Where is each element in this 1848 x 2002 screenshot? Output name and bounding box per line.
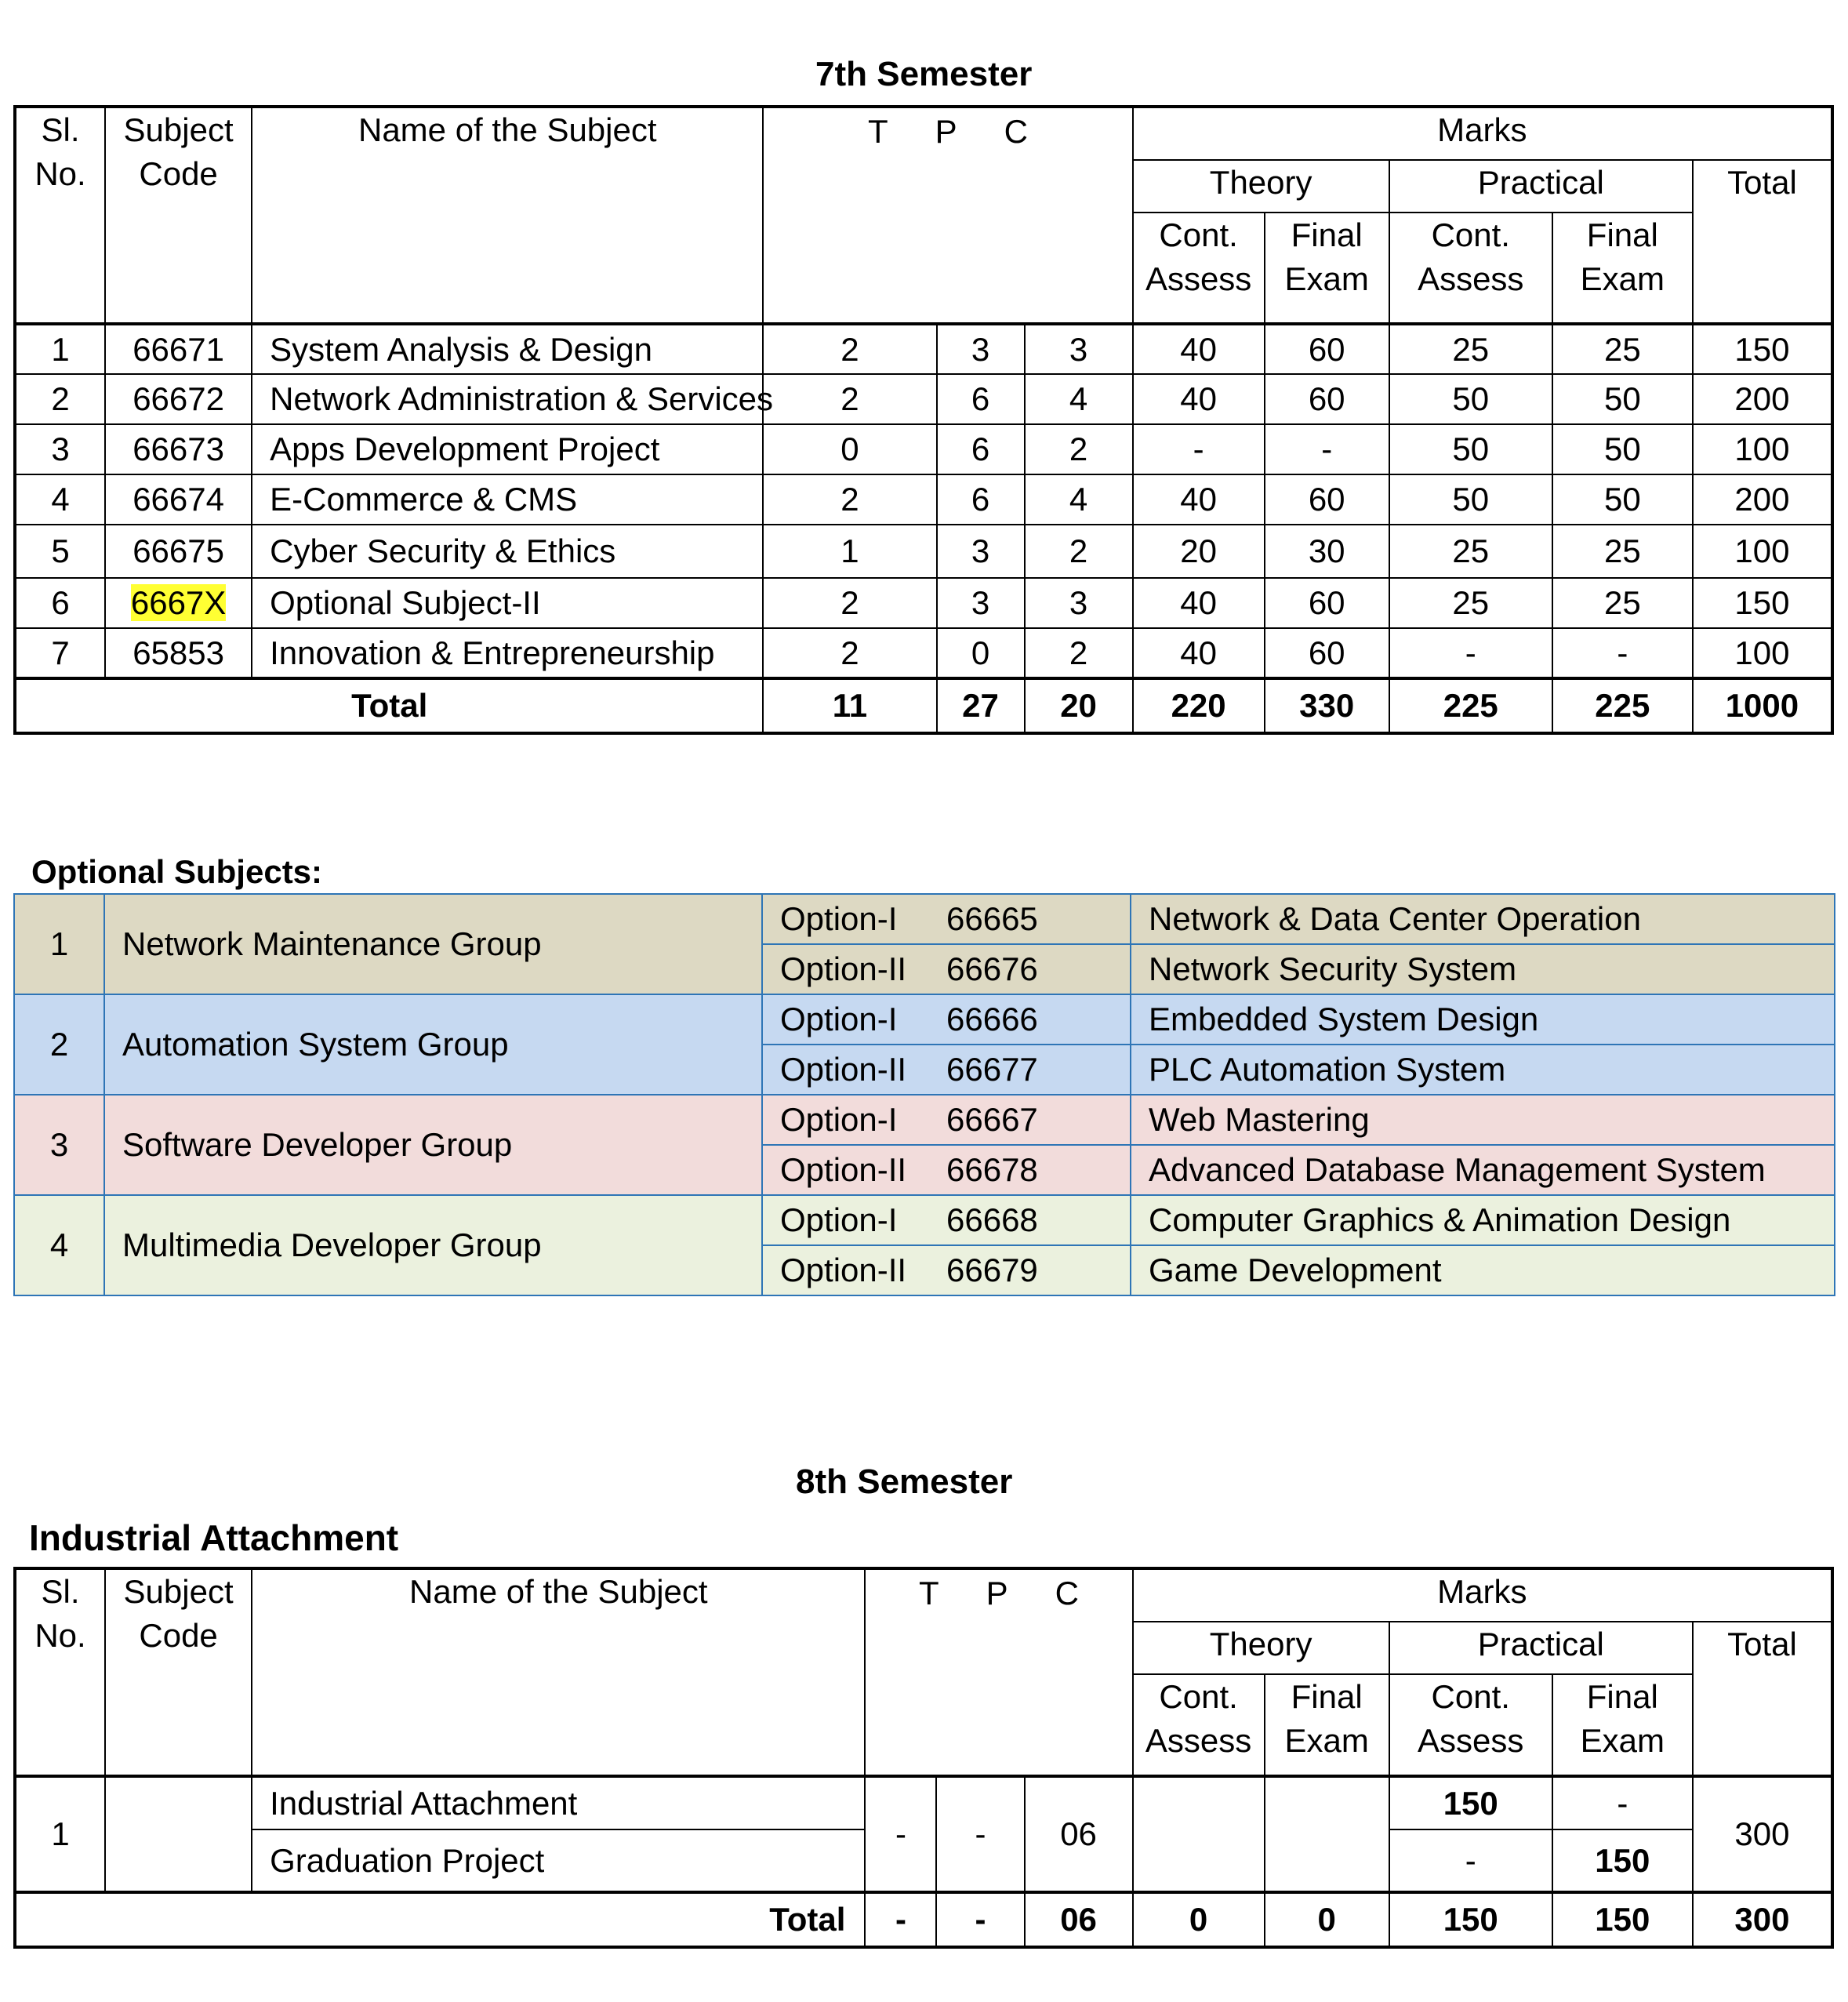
row-sl: 6: [15, 578, 105, 628]
group-name: Network Maintenance Group: [104, 894, 762, 994]
optional-title: Optional Subjects:: [31, 853, 323, 890]
option-label: Option-I: [780, 1001, 898, 1037]
header-subject-name: Name of the Subject: [252, 107, 763, 324]
row-total: 100: [1693, 525, 1832, 578]
row-p: 3: [937, 578, 1025, 628]
row-total: 200: [1693, 474, 1832, 525]
row-practical-final: 25: [1552, 525, 1693, 578]
header-subject-code: Subject Code: [105, 107, 252, 324]
header-practical-final-exam: Final Exam: [1552, 213, 1693, 324]
row-practical-final: 25: [1552, 324, 1693, 374]
row-sl: 5: [15, 525, 105, 578]
option-row: [14, 1095, 1835, 1145]
header-practical-final-exam: Final Exam: [1552, 1674, 1693, 1776]
row-theory-final: 60: [1265, 578, 1389, 628]
row-t: 2: [763, 474, 936, 525]
header-t: T: [867, 113, 888, 150]
row-p: 6: [937, 424, 1025, 474]
row-total: 150: [1693, 324, 1832, 374]
row-c: 2: [1025, 424, 1133, 474]
row-c: 3: [1025, 578, 1133, 628]
header-c: C: [1004, 113, 1028, 150]
group-number: 3: [14, 1095, 104, 1195]
group-name: Software Developer Group: [104, 1095, 762, 1195]
row-theory-cont: 40: [1133, 374, 1265, 424]
total-label: Total: [15, 1892, 865, 1947]
option-subject: Computer Graphics & Animation Design: [1131, 1195, 1835, 1245]
option-subject: PLC Automation System: [1131, 1045, 1835, 1095]
row-sl: 1: [15, 1776, 105, 1892]
row-theory-final: 60: [1265, 628, 1389, 678]
row-p: 3: [937, 324, 1025, 374]
row-total: 100: [1693, 424, 1832, 474]
row-p: 3: [937, 525, 1025, 578]
option-label: Option-I: [780, 900, 898, 937]
row-total: 150: [1693, 578, 1832, 628]
row-p: 6: [937, 474, 1025, 525]
row-code: 66674: [105, 474, 252, 525]
total-practical-final: 150: [1552, 1892, 1693, 1947]
row-theory-cont: -: [1133, 424, 1265, 474]
row-t: 2: [763, 374, 936, 424]
header-theory: Theory: [1133, 1622, 1389, 1674]
header-marks: Marks: [1133, 1568, 1832, 1622]
option-code: 66667: [946, 1101, 1038, 1138]
header-theory-final-exam: Final Exam: [1265, 213, 1389, 324]
total-c: 06: [1025, 1892, 1133, 1947]
row-total: 300: [1693, 1776, 1832, 1892]
row-practical-cont: 25: [1389, 324, 1552, 374]
row-code: 66673: [105, 424, 252, 474]
table-row: [15, 324, 1832, 374]
option-row: [14, 894, 1835, 944]
header-theory-cont-assess: Cont. Assess: [1133, 1674, 1265, 1776]
optional-table: [13, 893, 1835, 1296]
row-t: 2: [763, 628, 936, 678]
table-row: [15, 578, 1832, 628]
row-t: -: [865, 1776, 936, 1892]
header-sl: Sl. No.: [15, 1568, 105, 1776]
option-code: 66676: [946, 950, 1038, 987]
row-practical-cont: 25: [1389, 578, 1552, 628]
row-theory-final: 60: [1265, 324, 1389, 374]
row-t: 1: [763, 525, 936, 578]
row-subject-name: Apps Development Project: [252, 424, 763, 474]
row-subject-name: Network Administration & Services: [252, 374, 763, 424]
row-total: 100: [1693, 628, 1832, 678]
option-subject: Network & Data Center Operation: [1131, 894, 1835, 944]
row-code: [105, 1776, 252, 1892]
option-code-cell: [762, 894, 1131, 944]
header-total: Total: [1693, 160, 1832, 324]
row-c: 06: [1025, 1776, 1133, 1892]
row-practical-final: 25: [1552, 578, 1693, 628]
option-subject: Web Mastering: [1131, 1095, 1835, 1145]
row-theory-final: 60: [1265, 374, 1389, 424]
row-c: 3: [1025, 324, 1133, 374]
total-c: 20: [1025, 678, 1133, 733]
group-name: Multimedia Developer Group: [104, 1195, 762, 1295]
row-subject-2: Graduation Project: [252, 1829, 865, 1892]
header-practical-cont-assess: Cont. Assess: [1389, 213, 1552, 324]
row-practical-cont-2: -: [1389, 1829, 1552, 1892]
row-theory-cont: 40: [1133, 628, 1265, 678]
total-practical-final: 225: [1552, 678, 1693, 733]
row-subject-name: Optional Subject-II: [252, 578, 763, 628]
row-code: 66671: [105, 324, 252, 374]
table-row: [15, 474, 1832, 525]
row-practical-cont: 50: [1389, 474, 1552, 525]
row-theory-final: -: [1265, 424, 1389, 474]
row-practical-final: 50: [1552, 374, 1693, 424]
option-code: 66678: [946, 1151, 1038, 1188]
row-practical-final: 50: [1552, 424, 1693, 474]
header-practical: Practical: [1389, 1622, 1693, 1674]
option-label: Option-II: [780, 1151, 907, 1188]
row-subject-name: E-Commerce & CMS: [252, 474, 763, 525]
header-practical-cont-assess: Cont. Assess: [1389, 1674, 1552, 1776]
total-t: -: [865, 1892, 936, 1947]
total-marks: 1000: [1693, 678, 1832, 733]
option-subject: Advanced Database Management System: [1131, 1145, 1835, 1195]
option-code: 66665: [946, 900, 1038, 937]
row-theory-cont: 20: [1133, 525, 1265, 578]
total-label: Total: [15, 678, 763, 733]
row-subject-name: Innovation & Entrepreneurship: [252, 628, 763, 678]
row-code: 66672: [105, 374, 252, 424]
option-code-cell: [762, 944, 1131, 994]
header-p: P: [935, 113, 957, 150]
row-practical-final-1: -: [1552, 1776, 1693, 1829]
header-tpc: [763, 107, 1132, 324]
row-theory-final: 30: [1265, 525, 1389, 578]
option-code: 66679: [946, 1252, 1038, 1288]
row-c: 2: [1025, 628, 1133, 678]
total-practical-cont: 150: [1389, 1892, 1552, 1947]
header-theory-cont-assess: Cont. Assess: [1133, 213, 1265, 324]
total-p: 27: [937, 678, 1025, 733]
row-code: [105, 578, 252, 628]
option-row: [14, 1195, 1835, 1245]
total-marks: 300: [1693, 1892, 1832, 1947]
row-practical-final-2: 150: [1552, 1829, 1693, 1892]
row-subject-1: Industrial Attachment: [252, 1776, 865, 1829]
row-theory-cont: 40: [1133, 324, 1265, 374]
row-practical-cont: 25: [1389, 525, 1552, 578]
option-code-cell: [762, 1195, 1131, 1245]
header-tpc: [865, 1568, 1132, 1776]
row-sl: 4: [15, 474, 105, 525]
option-code-cell: [762, 1145, 1131, 1195]
row-theory-final: [1265, 1776, 1389, 1892]
total-theory-final: 330: [1265, 678, 1389, 733]
group-number: 4: [14, 1195, 104, 1295]
row-practical-cont: 50: [1389, 374, 1552, 424]
row-practical-final: -: [1552, 628, 1693, 678]
total-t: 11: [763, 678, 936, 733]
header-practical: Practical: [1389, 160, 1693, 213]
sem8-subtitle: Industrial Attachment: [29, 1517, 399, 1558]
row-theory-cont: 40: [1133, 474, 1265, 525]
option-label: Option-II: [780, 950, 907, 987]
row-code: 65853: [105, 628, 252, 678]
sem8-title: 8th Semester: [796, 1462, 1013, 1501]
sem7-table: [13, 105, 1834, 735]
row-c: 2: [1025, 525, 1133, 578]
header-t: T: [919, 1575, 939, 1611]
option-label: Option-I: [780, 1101, 898, 1138]
option-label: Option-II: [780, 1051, 907, 1088]
option-row: [14, 994, 1835, 1045]
row-p: 0: [937, 628, 1025, 678]
option-code-cell: [762, 994, 1131, 1045]
row-p: 6: [937, 374, 1025, 424]
option-code: 66677: [946, 1051, 1038, 1088]
row-theory-cont: [1133, 1776, 1265, 1892]
row-theory-final: 60: [1265, 474, 1389, 525]
header-marks: Marks: [1133, 107, 1832, 160]
header-total: Total: [1693, 1622, 1832, 1776]
table-row: [15, 525, 1832, 578]
row-subject-name: System Analysis & Design: [252, 324, 763, 374]
option-code-cell: [762, 1095, 1131, 1145]
group-number: 2: [14, 994, 104, 1095]
option-subject: Game Development: [1131, 1245, 1835, 1295]
group-number: 1: [14, 894, 104, 994]
row-theory-cont: 40: [1133, 578, 1265, 628]
group-name: Automation System Group: [104, 994, 762, 1095]
option-code: 66668: [946, 1201, 1038, 1238]
row-subject-name: Cyber Security & Ethics: [252, 525, 763, 578]
header-p: P: [986, 1575, 1008, 1611]
row-sl: 3: [15, 424, 105, 474]
table-row: [15, 628, 1832, 678]
row-practical-final: 50: [1552, 474, 1693, 525]
row-t: 2: [763, 324, 936, 374]
header-subject-name: Name of the Subject: [252, 1568, 865, 1776]
option-label: Option-II: [780, 1252, 907, 1288]
row-practical-cont: 50: [1389, 424, 1552, 474]
option-subject: Network Security System: [1131, 944, 1835, 994]
option-label: Option-I: [780, 1201, 898, 1238]
table-row: [15, 424, 1832, 474]
table-row: [15, 1776, 1832, 1829]
row-practical-cont: -: [1389, 628, 1552, 678]
sem8-table: [13, 1567, 1834, 1949]
highlighted-code: 6667X: [130, 584, 227, 621]
row-sl: 2: [15, 374, 105, 424]
row-sl: 7: [15, 628, 105, 678]
option-subject: Embedded System Design: [1131, 994, 1835, 1045]
sem7-title: 7th Semester: [815, 55, 1033, 93]
header-theory-final-exam: Final Exam: [1265, 1674, 1389, 1776]
header-subject-code: Subject Code: [105, 1568, 252, 1776]
total-theory-cont: 0: [1133, 1892, 1265, 1947]
total-practical-cont: 225: [1389, 678, 1552, 733]
row-total: 200: [1693, 374, 1832, 424]
row-practical-cont-1: 150: [1389, 1776, 1552, 1829]
row-t: 0: [763, 424, 936, 474]
header-theory: Theory: [1133, 160, 1389, 213]
row-p: -: [936, 1776, 1024, 1892]
row-c: 4: [1025, 374, 1133, 424]
row-t: 2: [763, 578, 936, 628]
header-sl: Sl. No.: [15, 107, 105, 324]
option-code: 66666: [946, 1001, 1038, 1037]
total-theory-final: 0: [1265, 1892, 1389, 1947]
option-code-cell: [762, 1045, 1131, 1095]
total-p: -: [936, 1892, 1024, 1947]
row-code: 66675: [105, 525, 252, 578]
row-sl: 1: [15, 324, 105, 374]
row-c: 4: [1025, 474, 1133, 525]
header-c: C: [1055, 1575, 1080, 1611]
total-theory-cont: 220: [1133, 678, 1265, 733]
option-code-cell: [762, 1245, 1131, 1295]
table-row: [15, 374, 1832, 424]
